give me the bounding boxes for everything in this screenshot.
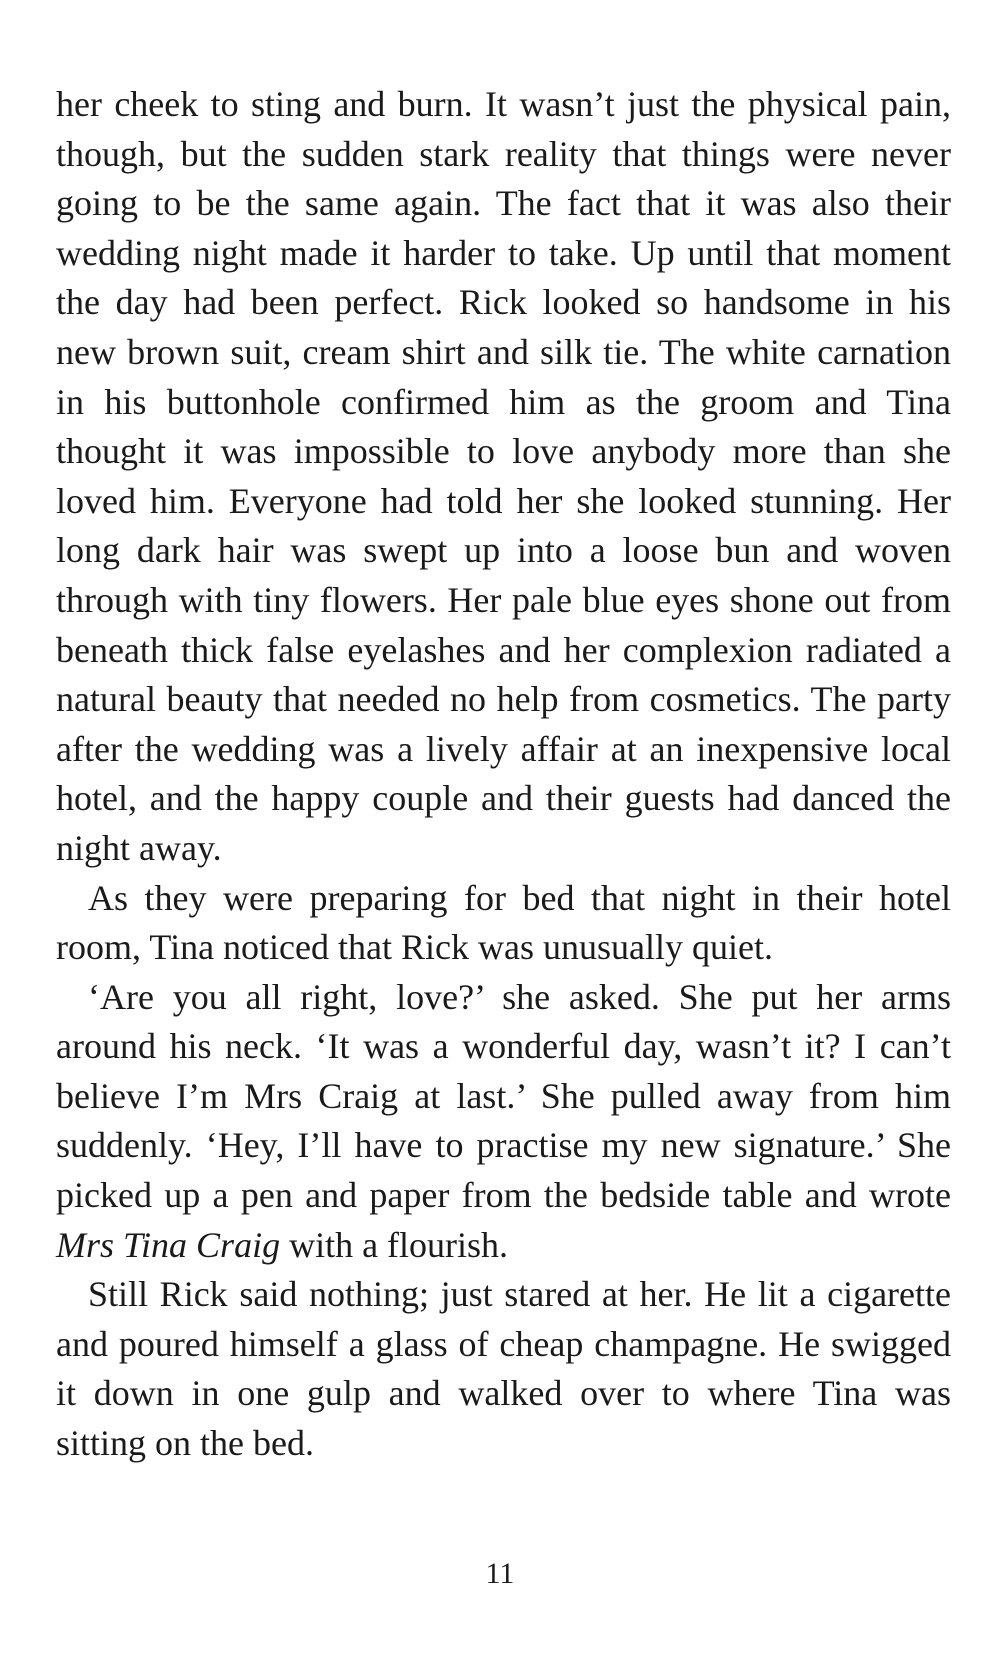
paragraph-4: Still Rick said nothing; just stared at her. He lit a cigarette and poured himself a glass of cheap champagne. He swigged it down in one gulp and walked over to where Tina was sitting on the bed. xyxy=(56,1274,951,1464)
page-body xyxy=(56,80,951,1469)
paragraph-1: her cheek to sting and burn. It wasn’t just the physical pain, though, but the sudden stark reality that things were never going to be the same again. The fact that it was also their wedding night made it harder to take. Up until that moment the day had been perfect. Rick looked so handsome in his new brown suit, cream shirt and silk tie. The white carnation in his buttonhole confirmed him as the groom and Tina thought it was impossible to love anybody more than she loved him. Everyone had told her she looked stunning. Her long dark hair was swept up into a loose bun and woven through with tiny flowers. Her pale blue eyes shone out from beneath thick false eyelashes and her complexion radiated a natural beauty that needed no help from cosmetics. The party after the wedding was a lively affair at an inexpensive local hotel, and the happy couple and their guests had danced the night away. xyxy=(56,84,951,868)
paragraph-2: As they were preparing for bed that night in their hotel room, Tina noticed that Rick was unusually quiet. xyxy=(56,877,951,968)
paragraph-3-text-before: ‘Are you all right, love?’ she asked. She put her arms around his neck. ‘It was a wonderful day, wasn’t it? I can’t believe I’m Mrs Craig at last.’ She pulled away from him suddenly. ‘Hey, I’ll have to practise my new signature.’ She picked up a pen and paper from the bedside table and wrote xyxy=(56,976,951,1216)
signature-italic-text: Mrs Tina Craig xyxy=(56,1224,281,1265)
paragraph-3 xyxy=(56,973,951,1271)
paragraph-3-text-after: with a flourish. xyxy=(280,1224,509,1265)
page-number: 11 xyxy=(485,1557,515,1590)
